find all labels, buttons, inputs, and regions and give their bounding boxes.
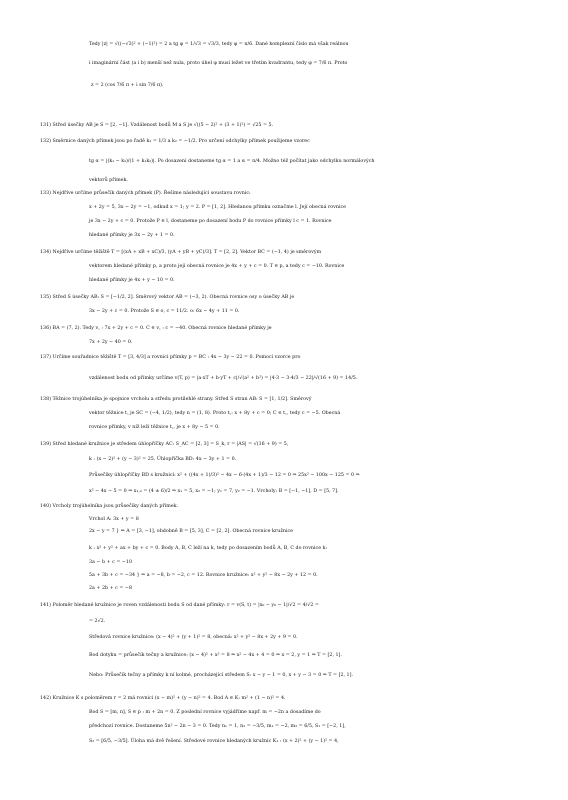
text-line: 5a + 3b + c = −34 } ⇒ a = −8, b = −2, c = 12. Rovnice kružnice: x² + y² − 8x − 2y + 12 = 0. [89,573,318,578]
text-line: tg α = |(k₁ − k₂)/(1 + k₁k₂)|. Po dosazení dostaneme tg α = 1 a α = π/4. Možno též počítat jako odchylku normálových [89,159,375,164]
text-line: 2a + 2b + c = −8 [89,586,132,591]
text-line: i imaginární část (a i b) menší než nula, proto úhel φ musí ležet ve třetím kvadrantu, tedy φ = 7/6 π. Proto [89,61,348,66]
text-line: 137) Určíme souřadnice těžiště T = [3, 4/3] a rovnici přímky p = BC : 4x − 3y − 22 = 0. Pomocí vzorce pro [40,355,301,360]
text-line: 138) Těžnice trojúhelníka je spojnice vrcholu a středu protilehlé strany. Střed S stran AB: S = [1, 1/2]. Směrový [40,397,312,402]
text-line: Bod S = [m, n], S ∈ p : m + 2n = 0. Z poslední rovnice vyjádříme např. m = −2n a dosadíme do [89,710,321,715]
text-line: vektorem hledané přímky p, a proto její obecná rovnice je 4x + y + c = 0. T ∈ p, a tedy c = −10. Rovnice [89,264,345,269]
text-line: vektorů přímek. [89,178,128,183]
text-line: = 2√2. [89,619,106,624]
text-line: S₂ = [6/5, −3/5]. Úloha má dvě řešení. Středové rovnice hledaných kružnic K₁ : (x + 2)² + (y − 1)² = 4, [89,739,339,744]
text-line: je 3x − 2y + c = 0. Protože P ∈ l, dostaneme po dosazení bodu P do rovnice přímky l c = 1. Rovnice [89,219,332,224]
text-line: 7x + 2y − 40 = 0. [89,340,133,345]
text-line: 132) Směrnice daných přímek jsou po řadě k₁ = 1/3 a k₂ = −1/2. Pro určení odchylky přímek použijeme vzorec [40,139,310,144]
text-line: 133) Nejdříve určíme průsečík daných přímek (P). Řešíme následující soustavu rovnic: [40,191,251,196]
text-line: x² − 4x − 5 = 0 ⇒ x₁,₂ = (4 ± 6)/2 ⇒ x₁ = 5, x₂ = −1; y₁ = 7, y₂ = −1. Vrcholy: B = [−1, −1], D = [5, 7]. [89,489,339,494]
text-line: 2x − y = 7 } ⇒ A = [3, −1], obdobně B = [5, 3], C = [2, 2]. Obecná rovnice kružnice [89,529,293,534]
text-line: 3a − b + c = −10 [89,560,132,565]
text-line: 140) Vrcholy trojúhelníka jsou průsečíky daných přímek. [40,504,179,509]
text-line: rovnice přímky, v níž leží těžnice t꜀, je x + 8y − 5 = 0. [89,425,220,430]
text-line: předchozí rovnice. Dostaneme 5n² − 2n − 3 = 0. Tedy n₁ = 1, n₂ = −3/5, m₁ = −2, m₂ = 6/5, S₁ = [−2, 1], [89,724,346,729]
text-line: Tedy |z| = √((−√3)² + (−1)²) = 2 a tg φ = 1/√3 = √3/3, tedy φ = π/6. Dané komplexní číslo má však reálnou [89,42,349,47]
text-line: hledané přímky je 4x + y − 10 = 0. [89,278,175,283]
text-line: 139) Střed hledané kružnice je středem úhlopříčky AC: S_AC = [2, 3] = S_k, r = |AS| = √(16 + 9) = 5, [40,442,289,447]
text-line: Nebo: Průsečík tečny a přímky k ní kolmé, procházející středem S: x − y − 1 = 0, x + y − 3 = 0 ⇒ T = [2, 1]. [89,673,354,678]
text-line: 136) BA = (7, 2). Tedy v꜀ : 7x + 2y + c = 0. C ∈ v꜀ : c = −40. Obecná rovnice hledané přímky je [40,326,272,331]
text-line: 135) Střed S úsečky AB: S = [−1/2, 2]. Směrový vektor AB = (−3, 2). Obecná rovnice osy o úsečky AB je [40,295,295,300]
text-line: 142) Kružnice K s poloměrem r = 2 má rovnici (x − m)² + (y − n)² = 4. Bod A ∈ K: m² + (1 − n)² = 4. [40,696,286,701]
text-line: k : (x − 2)² + (y − 3)² = 25. Úhlopříčka BD: 4x − 3y + 1 = 0. [89,457,237,462]
text-line: 134) Nejdříve určíme těžiště T = [(xA + xB + xC)/3, (yA + yB + yC)/3]. T = [2, 2]. Vektor BC = (−1, 4) je směrovým [40,250,322,255]
text-line: x + 2y = 5, 3x − 2y = −1, odkud x = 1; y = 2. P = [1, 2]. Hledanou přímku označme l. Její obecná rovnice [89,205,347,210]
text-line: Bod dotyku = průsečík tečny a kružnice: (x − 4)² + x² = 8 ⇒ x² − 4x + 4 = 0 ⇒ x = 2, y = 1 ⇒ T = [2, 1]. [89,653,342,658]
text-line: k : x² + y² + ax + by + c = 0. Body A, B, C leží na k, tedy po dosazením bodů A, B, C do rovnice k: [89,546,328,551]
text-line: z = 2 (cos 7/6 π + i sin 7/6 π). [91,83,164,88]
text-line: vektor těžnice t꜀ je SC = (−4, 1/2), tedy n = (1, 8). Proto t꜀: x + 8y + c = 0; C ∈ t꜀, tedy c = −5. Obecná [89,411,341,416]
text-line: 141) Poloměr hledané kružnice je roven vzdálenosti bodu S od dané přímky: r = v(S, t) = |x₀ − y₀ − 1|/√2 = 4/√2 = [40,603,319,608]
text-line: Vrchol A: 3x + y = 8 [89,517,139,522]
text-line: vzdálenost bodu od přímky určíme v(T, p) = |a·xT + b·yT + c|/√(a² + b²) = |4·3 − 3·4/3 − 22|/√(16 + 9) = 14/5. [89,376,358,381]
text-line: hledané přímky je 3x − 2y + 1 = 0. [89,233,175,238]
text-line: Středová rovnice kružnice: (x − 4)² + (y + 1)² = 8, obecná: x² + y² − 8x + 2y + 9 = 0. [89,635,298,640]
text-line: 3x − 2y + c = 0. Protože S ∈ o, c = 11/2. o: 6x − 4y + 11 = 0. [89,309,240,314]
text-line: Průsečíky úhlopříčky BD s kružnicí: x² + ((4x + 1)/3)² − 4x − 6·(4x + 1)/3 − 12 = 0 ⇒ 25x² − 100x − 125 = 0 ⇒ [89,473,360,478]
text-line: 131) Střed úsečky AB je S = [2, −1]. Vzdálenost bodů M a S je √((5 − 2)² + (3 + 1)²) = √25 = 5. [40,123,274,128]
